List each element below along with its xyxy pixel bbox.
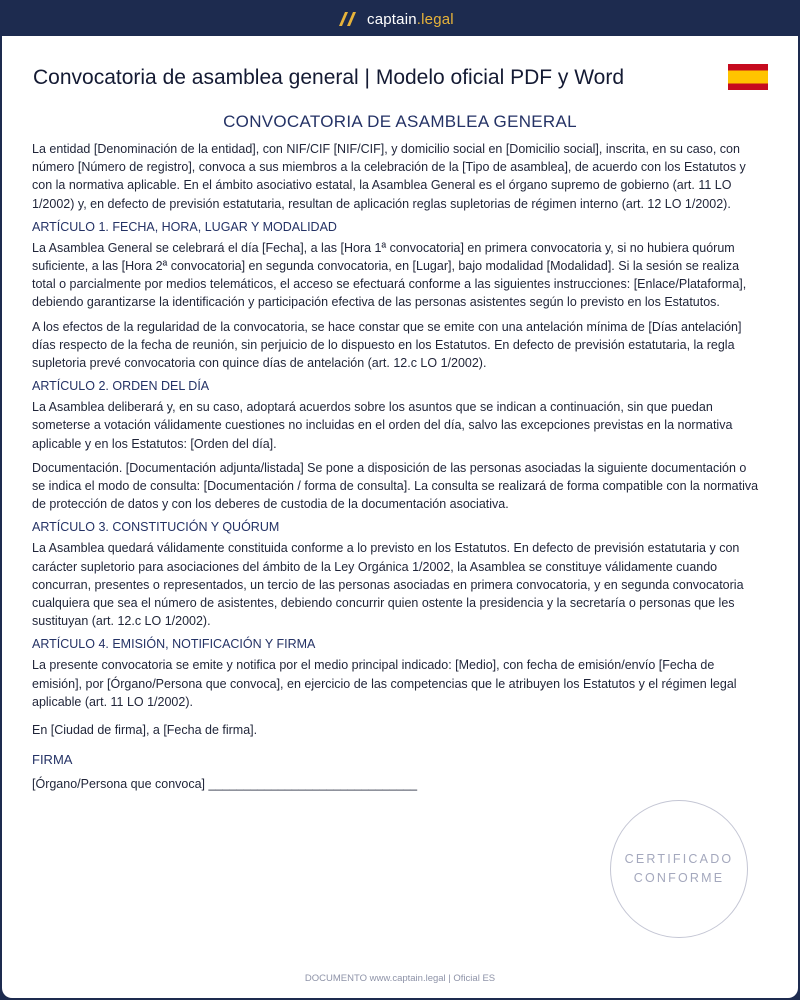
document-heading: CONVOCATORIA DE ASAMBLEA GENERAL [223,112,577,131]
signature-line: [Órgano/Persona que convoca] ______________________________ [32,777,418,792]
stamp-line-2: CONFORME [633,871,725,885]
article-4-paragraph-1: La presente convocatoria se emite y notifica por el medio principal indicado: [Medio], con fecha de emisión/envío [Fecha de emisión], por [Órgano/Persona que convoca], en ejercicio de las competencias que le atribuyen los Estatutos y el régimen legal aplicable (art. 11 LO 1/2002). [32,658,737,709]
article-2-paragraph-2: Documentación. [Documentación adjunta/listada] Se pone a disposición de las personas asociadas la siguiente documentación o se indica el modo de consulta: [Documentación / forma de consulta]. La consulta se realizará de forma compatible con la normativa de protección de datos y con los deberes de custodia de la documentación asociativa. [32,460,759,512]
brand[interactable] [338,9,454,29]
article-4-title: ARTÍCULO 4. EMISIÓN, NOTIFICACIÓN Y FIRMA [32,637,316,652]
signature-label: FIRMA [32,752,73,768]
article-3-paragraph-1: La Asamblea quedará válidamente constituida conforme a lo previsto en los Estatutos. En defecto de previsión estatutaria y con carácter supletorio para asociaciones del ámbito de la Ley Orgánica 1/2002, la Asamblea se constituye válidamente cuando concurran, presentes o representados, un tercio de las personas asociadas en primera convocatoria, y en segunda convocatoria cualquiera que sea el número de asistentes, debiendo concurrir quien ostente la presidencia y la secretaría o personas que les sustituyan (art. 12.c LO 1/2002). [32,541,744,629]
intro-paragraph: La entidad [Denominación de la entidad], con NIF/CIF [NIF/CIF], y domicilio social en [Domicilio social], inscrita, en su caso, con número [Número de registro], convoca a sus miembros a la celebración de la [Tipo de asamblea], de acuerdo con los Estatutos y con la normativa aplicable. En el ámbito asociativo estatal, la Asamblea General es el órgano supremo de gobierno (art. 11 LO 1/2002) y, en defecto de previsión estatutaria, resultan de aplicación reglas supletorias de régimen interno (art. 12 LO 1/2002). [32,142,746,211]
document-page [2,36,798,998]
spain-flag-icon[interactable] [728,64,768,90]
article-3-title: ARTÍCULO 3. CONSTITUCIÓN Y QUÓRUM [32,520,280,535]
article-1-paragraph-2: A los efectos de la regularidad de la convocatoria, se hace constar que se emite con una antelación mínima de [Días antelación] días respecto de la fecha de reunión, sin perjuicio de lo dispuesto en los Estatutos. En defecto de previsión estatutaria, la regla supletoria prevé convocatoria con quince días de antelación (art. 12.c LO 1/2002). [32,319,742,371]
article-2-paragraph-1: La Asamblea deliberará y, en su caso, adoptará acuerdos sobre los asuntos que se indican a continuación, sin que puedan someterse a votación válidamente cuestiones no incluidas en el orden del día, salvo las excepciones previstas en la normativa aplicable y en los Estatutos: [Orden del día]. [32,400,733,451]
article-1-paragraph-1: La Asamblea General se celebrará el día [Fecha], a las [Hora 1ª convocatoria] en primera convocatoria y, si no hubiera quórum suficiente, a las [Hora 2ª convocatoria] en segunda convocatoria, en [Lugar], bajo modalidad [Modalidad]. Si la sesión se realiza total o parcialmente por medios telemáticos, el acceso se efectuará conforme a las siguientes instrucciones: [Enlace/Plataforma], debiendo garantizarse la identificación y participación efectiva de las personas asistentes según lo previsto en los Estatutos. [32,240,747,310]
article-1-title: ARTÍCULO 1. FECHA, HORA, LUGAR Y MODALIDAD [32,219,337,234]
article-2-title: ARTÍCULO 2. ORDEN DEL DÍA [32,379,210,394]
signing-place-date: En [Ciudad de firma], a [Fecha de firma]. [32,723,258,738]
page-title: Convocatoria de asamblea general | Modelo oficial PDF y Word [33,66,625,89]
document-body [32,140,762,800]
top-bar [0,0,800,36]
certified-stamp [610,800,748,938]
stamp-line-1: CERTIFICADO [624,852,734,866]
brand-name: captain.legal [367,10,454,28]
footer-text: DOCUMENTO www.captain.legal | Oficial ES [304,973,496,984]
logo-icon [338,11,357,27]
